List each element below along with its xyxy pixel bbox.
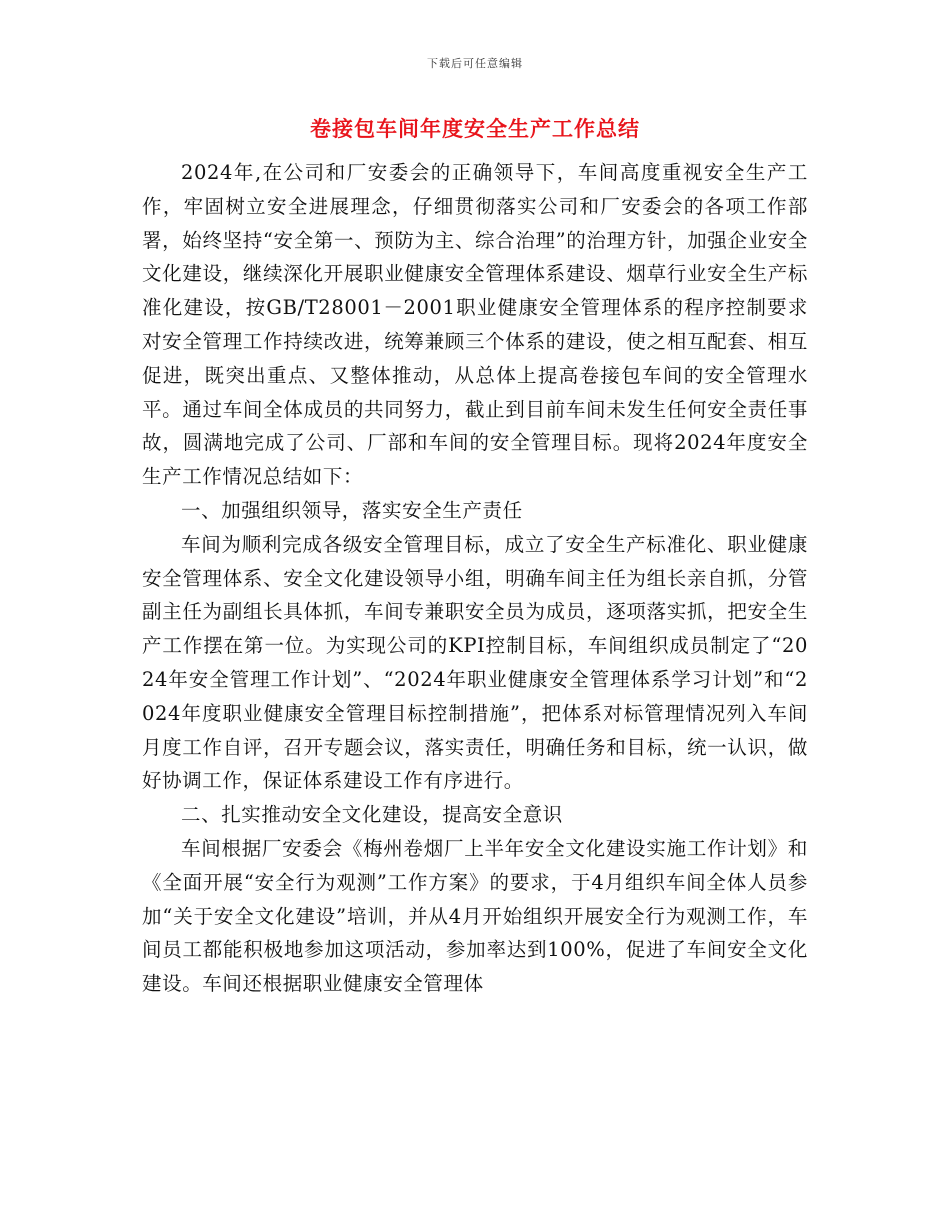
paragraph-section-2: 车间根据厂安委会《梅州卷烟厂上半年安全文化建设实施工作计划》和《全面开展“安全行为观测”工作方案》的要求，于4月组织车间全体人员参加“关于安全文化建设”培训，并从4月开始组织开展安全行为观测工作，车间员工都能积极地参加这项活动，参加率达到100%，促进了车间安全文化建设。车间还根据职业健康安全管理体 bbox=[142, 836, 808, 996]
paragraph-section-1: 车间为顺利完成各级安全管理目标，成立了安全生产标准化、职业健康安全管理体系、安全文化建设领导小组，明确车间主任为组长亲自抓，分管副主任为副组长具体抓，车间专兼职安全员为成员，逐项落实抓，把安全生产工作摆在第一位。为实现公司的KPI控制目标，车间组织成员制定了“2024年安全管理工作计划”、“2024年职业健康安全管理体系学习计划”和“2024年度职业健康安全管理目标控制措施”，把体系对标管理情况列入车间月度工作自评，召开专题会议，落实责任，明确任务和目标，统一认识，做好协调工作，保证体系建设工作有序进行。 bbox=[142, 532, 808, 793]
paragraph-intro: 2024年,在公司和厂安委会的正确领导下，车间高度重视安全生产工作，牢固树立安全进展理念，仔细贯彻落实公司和厂安委会的各项工作部署，始终坚持“安全第一、预防为主、综合治理”的治理方针，加强企业安全文化建设，继续深化开展职业健康安全管理体系建设、烟草行业安全生产标准化建设，按GB/T28001－2001职业健康安全管理体系的程序控制要求对安全管理工作持续改进，统筹兼顾三个体系的建设，使之相互配套、相互促进，既突出重点、又整体推动，从总体上提高卷接包车间的安全管理水平。通过车间全体成员的共同努力，截止到目前车间未发生任何安全责任事故，圆满地完成了公司、厂部和车间的安全管理目标。现将2024年度安全生产工作情况总结如下： bbox=[142, 161, 808, 489]
document-title: 卷接包车间年度安全生产工作总结 bbox=[310, 116, 640, 141]
header-note: 下载后可任意编辑 bbox=[427, 57, 523, 70]
document-body bbox=[142, 156, 808, 1001]
section-heading-1: 一、加强组织领导，落实安全生产责任 bbox=[181, 498, 523, 522]
section-heading-2: 二、扎实推动安全文化建设，提高安全意识 bbox=[181, 803, 563, 827]
